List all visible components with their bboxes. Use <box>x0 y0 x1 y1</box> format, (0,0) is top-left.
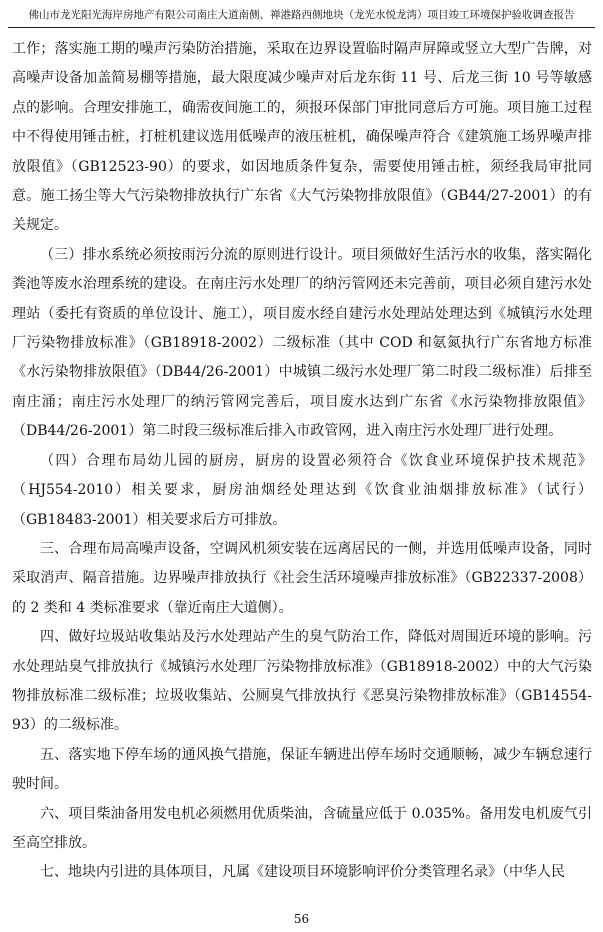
paragraph-kindergarten-kitchen: （四）合理布局幼儿园的厨房，厨房的设置必须符合《饮食业环境保护技术规范》（HJ554-2010）相关要求，厨房油烟经处理达到《饮食业油烟排放标准》（试行）（GB18483-2001）相关要求后方可排放。 <box>12 452 592 528</box>
header-rule <box>8 27 595 28</box>
paragraph-parking-ventilation: 五、落实地下停车场的通风换气措施，保证车辆进出停车场时交通顺畅，减少车辆怠速行驶时间。 <box>12 746 592 793</box>
paragraph-diesel-generator: 六、项目柴油备用发电机必须燃用优质柴油，含硫量应低于 0.035%。备用发电机废气引至高空排放。 <box>12 805 592 851</box>
page-header: 佛山市龙光阳光海岸房地产有限公司南庄大道南侧、禅港路西侧地块（龙光水悦龙湾）项目竣工环境保护验收调查报告 <box>28 9 575 21</box>
paragraph-project-classification: 七、地块内引进的具体项目，凡属《建设项目环境影响评价分类管理名录》（中华人民 <box>40 864 565 881</box>
paragraph-drainage: （三）排水系统必须按雨污分流的原则进行设计。项目须做好生活污水的收集，落实隔化粪池等废水治理系统的建设。在南庄污水处理厂的纳污管网还未完善前，项目必须自建污水处理站（委托有资质的单位设计、施工），项目废水经自建污水处理站处理达到《城镇污水处理厂污染物排放标准》（GB18918-2002）二级标准（其中 COD 和氨氮执行广东省地方标准《水污染物排放限值》（DB44/26-2001）中城镇二级污水处理厂第二时段二级标准）后排至南庄涌；南庄污水处理厂的纳污管网完善后，项目废水达到广东省《水污染物排放限值》（DB44/26-2001）第二时段三级标准后排入市政管网，进入南庄污水处理厂进行处理。 <box>12 246 592 440</box>
paragraph-odor-control: 四、做好垃圾站收集站及污水处理站产生的臭气防治工作，降低对周围近环境的影响。污水处理站臭气排放执行《城镇污水处理厂污染物排放标准》（GB18918-2002）中的大气污染物排放标准二级标准；垃圾收集站、公厕臭气排放执行《恶臭污染物排放标准》（GB14554-93）的二级标准。 <box>12 629 592 734</box>
document-body <box>12 35 592 888</box>
paragraph-construction-noise: 工作；落实施工期的噪声污染防治措施，采取在边界设置临时隔声屏障或竖立大型广告牌，对高噪声设备加盖简易棚等措施，最大限度减少噪声对后龙东街 11 号、后龙三街 10 号等敏感点的影响。合理安排施工，确需夜间施工的，须报环保部门审批同意后方可施。项目施工过程中不得使用锤击桩，打桩机建议选用低噪声的液压桩机，确保噪声符合《建筑施工场界噪声排放限值》（GB12523-90）的要求，如因地质条件复杂，需要使用锤击桩，须经我局审批同意。施工扬尘等大气污染物排放执行广东省《大气污染物排放限值》（GB44/27-2001）的有关规定。 <box>12 41 592 234</box>
paragraph-noise-equipment: 三、合理布局高噪声设备，空调风机须安装在远离居民的一侧，并选用低噪声设备，同时采取消声、隔音措施。边界噪声排放执行《社会生活环境噪声排放标准》（GB22337-2008）的 2 类和 4 类标准要求（靠近南庄大道侧）。 <box>12 540 592 616</box>
page-number: 56 <box>293 912 310 926</box>
